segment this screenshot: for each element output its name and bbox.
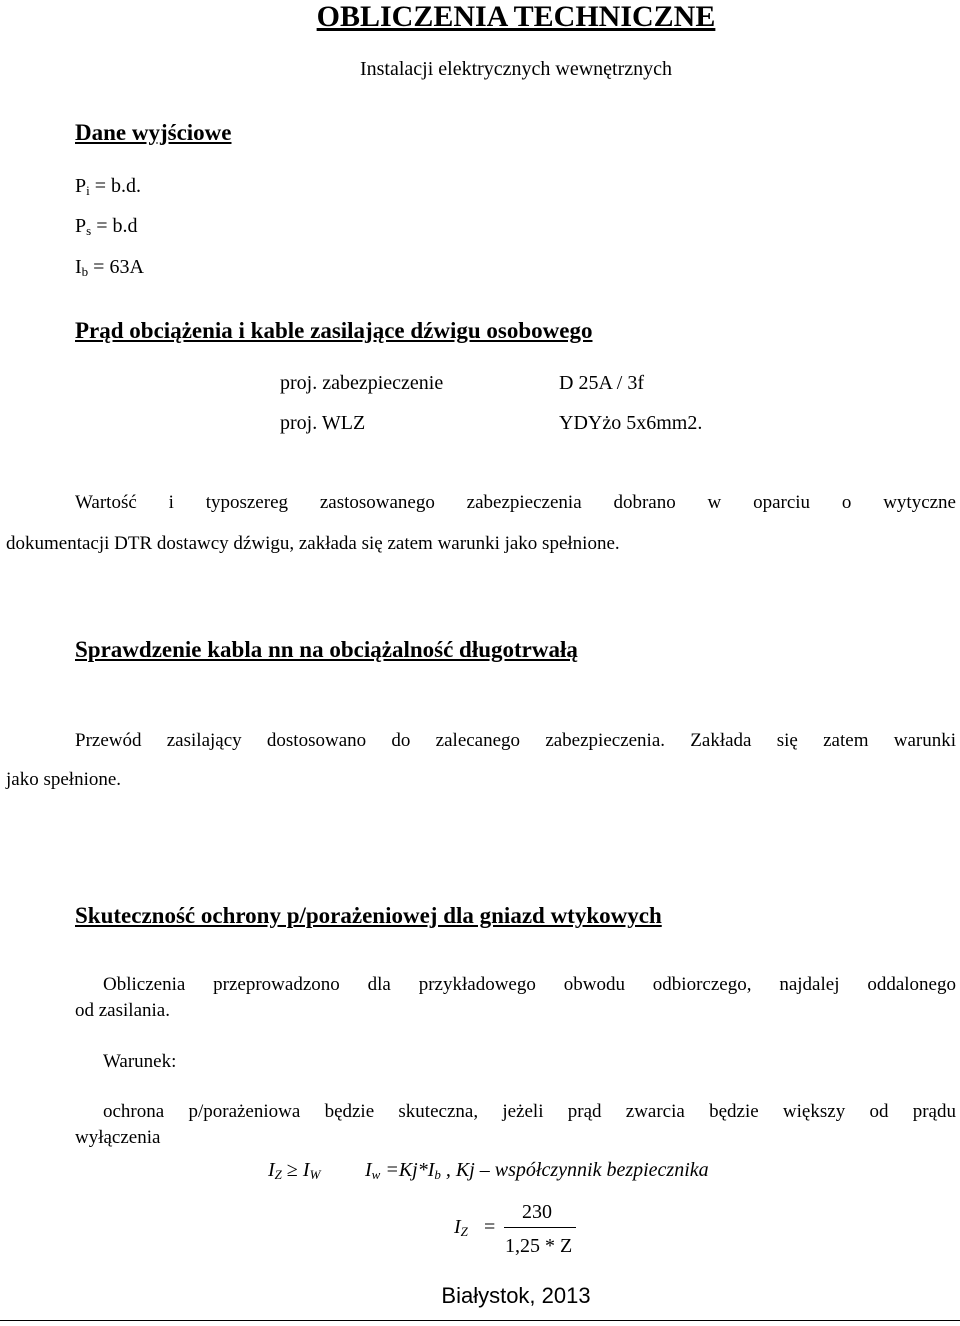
section-heading-shock-protection: Skuteczność ochrony p/porażeniowej dla gniazd wtykowych bbox=[75, 903, 662, 928]
pi-symbol: P bbox=[75, 175, 87, 197]
formula-iz-equals: = bbox=[484, 1216, 496, 1238]
paragraph-condition-line2: wyłączenia bbox=[75, 1127, 161, 1148]
kj-description: Kj – współczynnik bezpiecznika bbox=[455, 1159, 709, 1181]
formula-condition bbox=[268, 1159, 320, 1183]
ps-symbol: P bbox=[75, 215, 87, 237]
iw-equation: =Kj*I bbox=[380, 1159, 435, 1181]
paragraph-calc-line1: Obliczenia przeprowadzono dla przykładowego obwodu odbiorczego, najdalej oddalonego bbox=[103, 974, 956, 995]
paragraph-condition-line1: ochrona p/porażeniowa będzie skuteczna, jeżeli prąd zwarcia będzie większy od prądu bbox=[103, 1101, 956, 1122]
section-heading-cable-check: Sprawdzenie kabla nn na obciążalność długotrwałą bbox=[75, 637, 578, 662]
ib-symbol: I bbox=[75, 256, 82, 278]
ib-value: = 63A bbox=[88, 256, 144, 278]
fraction-bar bbox=[504, 1227, 576, 1228]
ib2-subscript: b bbox=[434, 1167, 441, 1182]
section-heading-input-data: Dane wyjściowe bbox=[75, 120, 232, 145]
wlz-label: proj. WLZ bbox=[280, 412, 366, 434]
paragraph-cable-line1: Przewód zasilający dostosowano do zalecanego zabezpieczenia. Zakłada się zatem warunki bbox=[75, 730, 956, 751]
footer-place-year: Białystok, 2013 bbox=[441, 1283, 591, 1308]
ps-value: = b.d bbox=[91, 215, 138, 237]
ib-subscript: b bbox=[81, 264, 89, 279]
formula-denominator: 1,25 * Z bbox=[505, 1235, 573, 1257]
condition-label: Warunek: bbox=[103, 1051, 177, 1072]
param-ps bbox=[75, 215, 137, 239]
pi-value: = b.d. bbox=[89, 175, 142, 197]
ps-subscript: s bbox=[86, 223, 92, 238]
param-ib bbox=[75, 256, 144, 280]
iz-symbol: I bbox=[268, 1159, 275, 1181]
page-subtitle: Instalacji elektrycznych wewnętrznych bbox=[359, 58, 673, 80]
pi-subscript: i bbox=[86, 183, 90, 198]
iw-subscript: W bbox=[309, 1167, 321, 1182]
wlz-value: YDYżo 5x6mm2. bbox=[559, 412, 703, 434]
bottom-divider bbox=[0, 1320, 960, 1321]
protection-label: proj. zabezpieczenie bbox=[280, 372, 444, 394]
iz-lhs-subscript: Z bbox=[460, 1224, 468, 1239]
section-heading-load-current: Prąd obciążenia i kable zasilające dźwigu osobowego bbox=[75, 318, 593, 343]
iw2-subscript: w bbox=[371, 1167, 381, 1182]
formula-iz-lhs bbox=[454, 1216, 468, 1240]
geq-symbol: ≥ bbox=[281, 1159, 303, 1181]
formula-iw bbox=[365, 1159, 709, 1183]
param-pi bbox=[75, 175, 141, 199]
iw2-symbol: I bbox=[365, 1159, 372, 1181]
page-title: OBLICZENIA TECHNICZNE bbox=[316, 0, 716, 33]
protection-value: D 25A / 3f bbox=[559, 372, 644, 394]
iw-symbol: I bbox=[302, 1159, 310, 1181]
paragraph-protection-line2: dokumentacji DTR dostawcy dźwigu, zakłada się zatem warunki jako spełnione. bbox=[6, 533, 620, 554]
paragraph-calc-line2: od zasilania. bbox=[75, 1000, 170, 1021]
formula-separator: , bbox=[440, 1159, 456, 1181]
iz-subscript: Z bbox=[274, 1167, 282, 1182]
formula-numerator: 230 bbox=[522, 1201, 552, 1223]
paragraph-cable-line2: jako spełnione. bbox=[6, 769, 122, 790]
iz-lhs-symbol: I bbox=[454, 1216, 461, 1238]
paragraph-protection-line1: Wartość i typoszereg zastosowanego zabezpieczenia dobrano w oparciu o wytyczne bbox=[75, 492, 956, 513]
